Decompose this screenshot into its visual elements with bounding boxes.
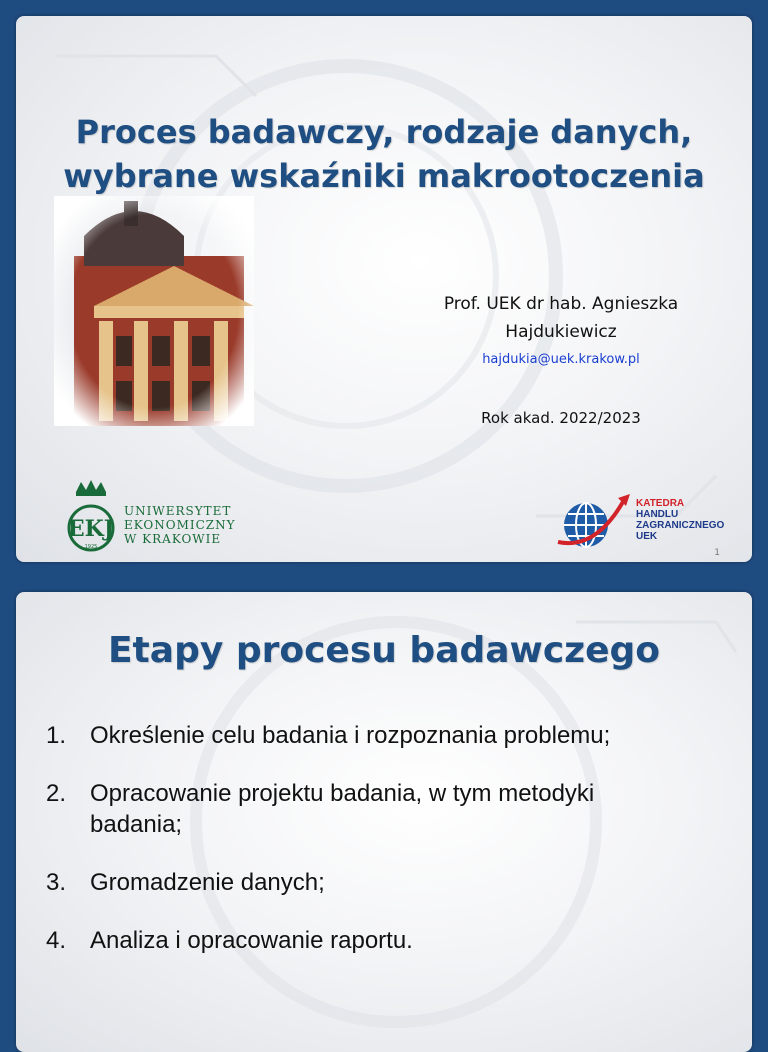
step-number: 3. xyxy=(46,869,67,896)
step-text: Określenie celu badania i rozpoznania problemu; xyxy=(90,722,611,749)
globe-arrow-icon xyxy=(556,490,631,555)
university-building-image xyxy=(54,196,254,426)
list-item xyxy=(46,720,646,751)
list-item xyxy=(46,778,646,840)
steps-list xyxy=(46,720,646,983)
katedra-logo-text xyxy=(636,498,724,542)
uek-crest-icon xyxy=(66,480,116,558)
author-line-2: Hajdukiewicz xyxy=(505,322,617,342)
step-number: 1. xyxy=(46,722,67,749)
uek-logo-text xyxy=(124,504,236,546)
author-email-link[interactable]: hajdukia@uek.krakow.pl xyxy=(482,352,640,367)
slide-title: Etapy procesu badawczego xyxy=(107,630,661,671)
uek-line-1: UNIWERSYTET xyxy=(124,504,232,518)
list-item xyxy=(46,925,646,956)
slide-number: 1 xyxy=(714,548,720,558)
katedra-line-4: UEK xyxy=(636,531,658,542)
author-line-1: Prof. UEK dr hab. Agnieszka xyxy=(443,294,679,314)
katedra-line-1: KATEDRA xyxy=(636,498,685,509)
svg-text:EKJ: EKJ xyxy=(67,516,115,542)
slide-title xyxy=(16,110,752,198)
katedra-line-2: HANDLU xyxy=(636,509,679,520)
title-slide xyxy=(16,16,752,562)
uek-line-3: W KRAKOWIE xyxy=(124,532,222,546)
uek-seal-year: 1925 xyxy=(84,544,98,550)
author-name xyxy=(396,290,726,346)
step-text: Opracowanie projektu badania, w tym metodyki badania; xyxy=(90,780,595,838)
step-number: 4. xyxy=(46,927,67,954)
content-slide xyxy=(16,592,752,1052)
katedra-line-3: ZAGRANICZNEGO xyxy=(636,520,725,531)
uek-line-2: EKONOMICZNY xyxy=(124,518,236,532)
title-line-1: Proces badawczy, rodzaje danych, xyxy=(75,113,693,151)
academic-year: Rok akad. 2022/2023 xyxy=(481,409,641,427)
step-number: 2. xyxy=(46,780,67,807)
title-line-2: wybrane wskaźniki makrootoczenia xyxy=(63,157,705,195)
step-text: Analiza i opracowanie raportu. xyxy=(90,927,413,954)
uek-logo xyxy=(66,480,246,560)
list-item xyxy=(46,867,646,898)
step-text: Gromadzenie danych; xyxy=(90,869,325,896)
